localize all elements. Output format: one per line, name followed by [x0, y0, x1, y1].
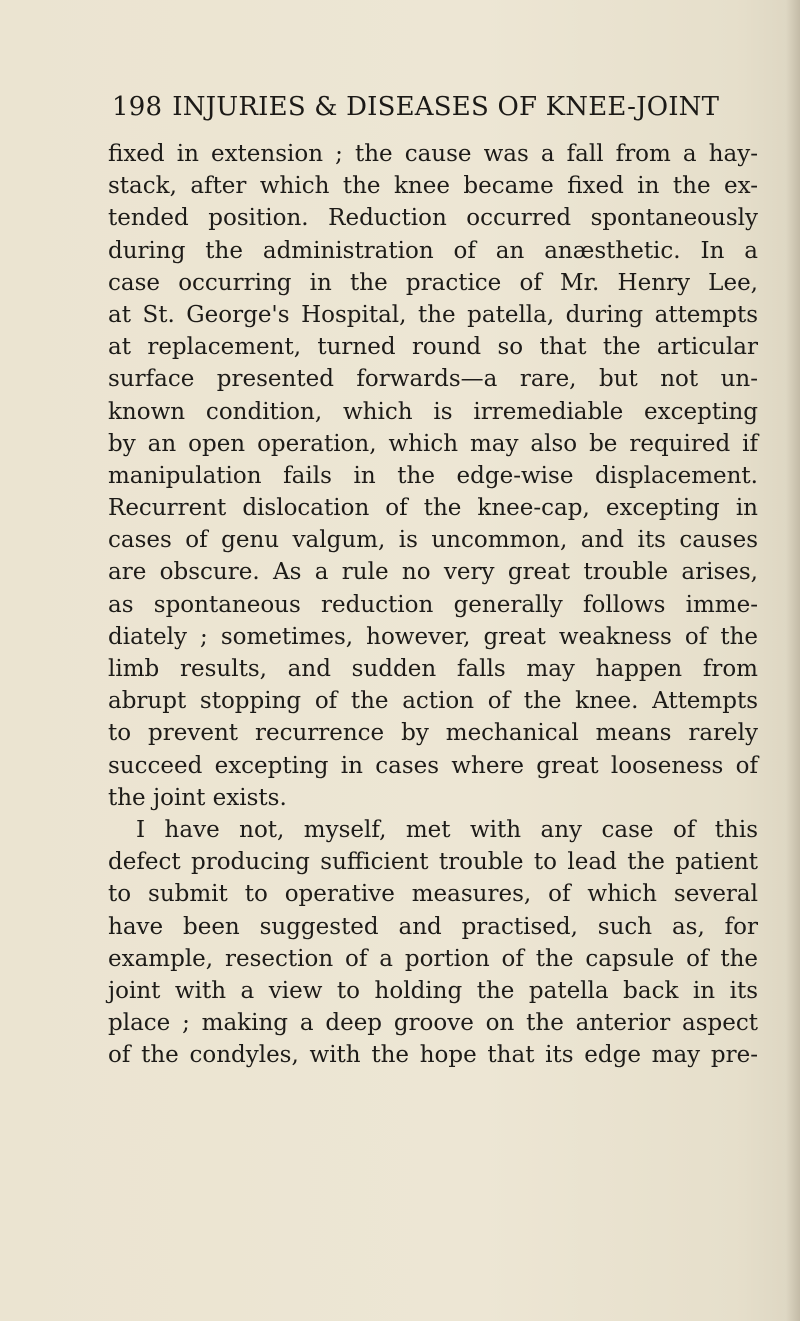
text-line: tended position. Reduction occurred spontaneously [108, 205, 758, 232]
text-line: of the condyles, with the hope that its edge may pre- [108, 1042, 758, 1069]
text-line: place ; making a deep groove on the anterior aspect [108, 1010, 758, 1037]
header-title: INJURIES & DISEASES OF KNEE-JOINT [172, 92, 720, 122]
text-line: at St. George's Hospital, the patella, during attempts [108, 301, 758, 328]
text-line: fixed in extension ; the cause was a fall from a hay- [108, 141, 758, 167]
page-number: 198 [112, 92, 163, 122]
text-line: stack, after which the knee became fixed in the ex- [108, 173, 758, 200]
page-edge-shadow [786, 0, 800, 1321]
text-line: known condition, which is irremediable excepting [108, 398, 758, 425]
text-line: by an open operation, which may also be required if [108, 430, 758, 457]
text-line: to prevent recurrence by mechanical means rarely [108, 720, 758, 747]
text-line: to submit to operative measures, of which several [108, 881, 758, 908]
text-line: have been suggested and practised, such as, for [108, 913, 758, 940]
text-line: Recurrent dislocation of the knee-cap, excepting in [108, 495, 758, 522]
text-line: joint with a view to holding the patella back in its [108, 977, 758, 1004]
running-header [112, 92, 752, 122]
text-line: cases of genu valgum, is uncommon, and its causes [108, 527, 758, 554]
text-line: surface presented forwards—a rare, but not un- [108, 366, 758, 393]
body-text [108, 138, 758, 1071]
text-line: defect producing sufficient trouble to lead the patient [108, 849, 758, 876]
text-line: case occurring in the practice of Mr. Henry Lee, [108, 269, 758, 296]
text-line: at replacement, turned round so that the articular [108, 334, 758, 361]
text-line: abrupt stopping of the action of the knee. Attempts [108, 688, 758, 715]
text-line: during the administration of an anæsthetic. In a [108, 237, 758, 264]
text-line: are obscure. As a rule no very great trouble arises, [108, 559, 758, 586]
text-line: the joint exists. [108, 784, 287, 811]
text-line: I have not, myself, met with any case of this [136, 816, 758, 843]
text-line: diately ; sometimes, however, great weakness of the [108, 623, 758, 650]
text-line: succeed excepting in cases where great looseness of [108, 752, 758, 779]
text-line: limb results, and sudden falls may happen from [108, 656, 758, 682]
text-line: manipulation fails in the edge-wise displacement. [108, 462, 758, 489]
text-line: example, resection of a portion of the capsule of the [108, 945, 758, 972]
text-line: as spontaneous reduction generally follows imme- [108, 591, 758, 618]
